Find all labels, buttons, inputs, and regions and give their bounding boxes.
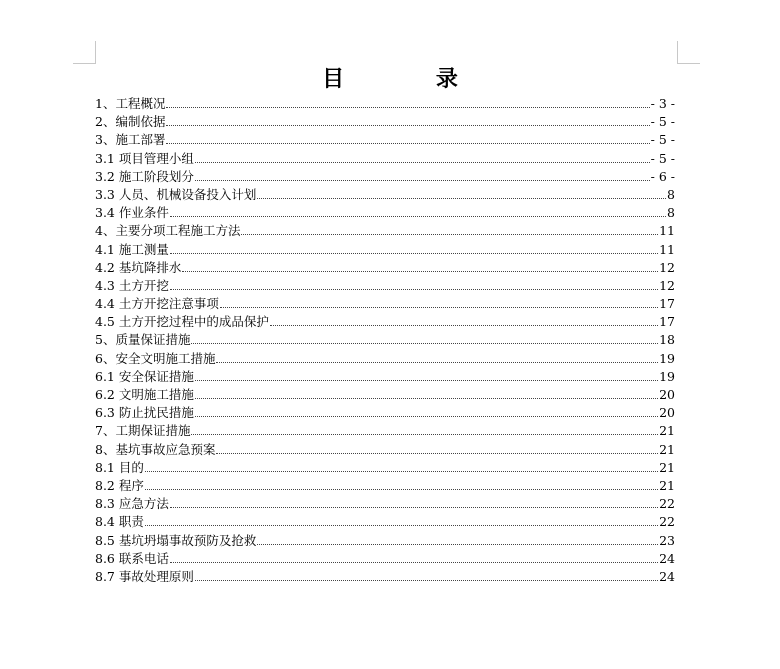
toc-entry[interactable] (95, 386, 675, 404)
toc-entry[interactable] (95, 131, 675, 149)
toc-entry[interactable] (95, 477, 675, 495)
toc-leader-dots (170, 496, 658, 508)
toc-entry[interactable] (95, 168, 675, 186)
toc-leader-dots (195, 405, 658, 417)
toc-entry[interactable] (95, 422, 675, 440)
toc-entry[interactable] (95, 513, 675, 531)
toc-entry[interactable] (95, 532, 675, 550)
toc-entry-page: 8 (667, 186, 675, 202)
toc-entry-label: 3、施工部署 (95, 132, 166, 148)
toc-entry-page: 21 (659, 423, 675, 439)
toc-entry[interactable] (95, 295, 675, 313)
toc-leader-dots (182, 260, 658, 272)
toc-entry-label: 8.2 程序 (95, 477, 144, 493)
toc-entry-page: 19 (659, 368, 675, 384)
toc-entry[interactable] (95, 404, 675, 422)
toc-entry[interactable] (95, 331, 675, 349)
toc-entry[interactable] (95, 204, 675, 222)
toc-entry-page: - 3 - (650, 96, 675, 111)
toc-leader-dots (170, 242, 658, 254)
toc-entry-label: 3.4 作业条件 (95, 205, 169, 221)
toc-entry-label: 8、基坑事故应急预案 (95, 441, 216, 457)
toc-entry[interactable] (95, 313, 675, 331)
toc-leader-dots (216, 351, 658, 363)
toc-entry-page: 8 (667, 205, 675, 221)
toc-leader-dots (195, 169, 650, 181)
toc-entry-label: 5、质量保证措施 (95, 332, 191, 348)
toc-entry-page: 24 (659, 550, 675, 566)
toc-entry-page: - 5 - (650, 114, 675, 130)
toc-entry-label: 3.1 项目管理小组 (95, 150, 194, 166)
toc-entry-page: 23 (659, 532, 675, 548)
toc-entry[interactable] (95, 277, 675, 295)
toc-entry-page: 18 (659, 332, 675, 348)
toc-entry[interactable] (95, 550, 675, 568)
toc-entry[interactable] (95, 441, 675, 459)
toc-leader-dots (195, 569, 658, 581)
toc-entry-label: 4.2 基坑降排水 (95, 259, 182, 275)
toc-entry-page: 11 (659, 223, 675, 239)
toc-entry-label: 6.1 安全保证措施 (95, 368, 194, 384)
toc-leader-dots (257, 533, 658, 545)
toc-entry[interactable] (95, 459, 675, 477)
toc-entry-label: 4.5 土方开挖过程中的成品保护 (95, 314, 269, 330)
toc-entry-label: 4.3 土方开挖 (95, 277, 169, 293)
toc-leader-dots (145, 514, 658, 526)
toc-leader-dots (195, 151, 650, 163)
page-corner-mark-right (677, 41, 700, 64)
toc-entry-label: 3.3 人员、机械设备投入计划 (95, 186, 257, 202)
toc-leader-dots (270, 314, 658, 326)
toc-entry-page: 22 (659, 514, 675, 530)
toc-leader-dots (191, 332, 658, 344)
toc-entry-page: 20 (659, 387, 675, 402)
toc-entry-page: 17 (659, 296, 675, 312)
toc-leader-dots (195, 369, 658, 381)
toc-entry-label: 8.6 联系电话 (95, 550, 169, 566)
toc-entry-page: - 5 - (650, 132, 675, 148)
toc-entry-label: 3.2 施工阶段划分 (95, 168, 194, 184)
toc-leader-dots (166, 132, 649, 144)
toc-entry-page: - 5 - (650, 150, 675, 166)
toc-entry-label: 8.5 基坑坍塌事故预防及抢救 (95, 532, 257, 548)
toc-entry-label: 6.3 防止扰民措施 (95, 405, 194, 421)
toc-leader-dots (145, 460, 658, 472)
toc-entry[interactable] (95, 150, 675, 168)
toc-title: 目 录 (322, 66, 500, 92)
toc-entry-page: 11 (659, 241, 675, 257)
toc-entry-page: 20 (659, 405, 675, 421)
toc-leader-dots (241, 223, 658, 235)
toc-leader-dots (166, 114, 649, 126)
toc-entry[interactable] (95, 495, 675, 513)
toc-entry-page: 21 (659, 459, 675, 475)
toc-leader-dots (170, 551, 658, 563)
toc-entry-label: 6.2 文明施工措施 (95, 387, 194, 402)
toc-entry-page: 21 (659, 477, 675, 493)
table-of-contents (95, 95, 675, 586)
toc-entry-label: 4.4 土方开挖注意事项 (95, 296, 219, 312)
toc-entry[interactable] (95, 259, 675, 277)
toc-entry[interactable] (95, 368, 675, 386)
toc-leader-dots (257, 187, 666, 199)
toc-entry[interactable] (95, 568, 675, 586)
toc-entry-page: 22 (659, 496, 675, 512)
toc-entry[interactable] (95, 222, 675, 240)
toc-entry[interactable] (95, 113, 675, 131)
toc-leader-dots (195, 387, 658, 399)
toc-leader-dots (166, 96, 649, 108)
toc-entry-page: - 6 - (650, 168, 675, 184)
toc-leader-dots (220, 296, 658, 308)
toc-entry-label: 4.1 施工测量 (95, 241, 169, 257)
toc-entry-label: 8.1 目的 (95, 459, 144, 475)
toc-entry[interactable] (95, 350, 675, 368)
toc-entry-label: 6、安全文明施工措施 (95, 350, 216, 366)
toc-entry-label: 8.3 应急方法 (95, 496, 169, 512)
toc-leader-dots (216, 442, 658, 454)
page-corner-mark-left (73, 41, 96, 64)
toc-entry-label: 7、工期保证措施 (95, 423, 191, 439)
toc-entry[interactable] (95, 186, 675, 204)
toc-entry-label: 8.4 职责 (95, 514, 144, 530)
toc-entry-label: 1、工程概况 (95, 96, 166, 111)
toc-entry-page: 12 (659, 277, 675, 293)
toc-entry-page: 21 (659, 441, 675, 457)
toc-entry-label: 4、主要分项工程施工方法 (95, 223, 241, 239)
toc-leader-dots (191, 423, 658, 435)
toc-entry-page: 24 (659, 568, 675, 584)
toc-entry-page: 19 (659, 350, 675, 366)
toc-entry-label: 2、编制依据 (95, 114, 166, 130)
toc-entry[interactable] (95, 95, 675, 113)
toc-entry-label: 8.7 事故处理原则 (95, 568, 194, 584)
toc-leader-dots (170, 278, 658, 290)
toc-leader-dots (145, 478, 658, 490)
toc-entry[interactable] (95, 241, 675, 259)
toc-entry-page: 12 (659, 259, 675, 275)
toc-entry-page: 17 (659, 314, 675, 330)
toc-leader-dots (170, 205, 666, 217)
